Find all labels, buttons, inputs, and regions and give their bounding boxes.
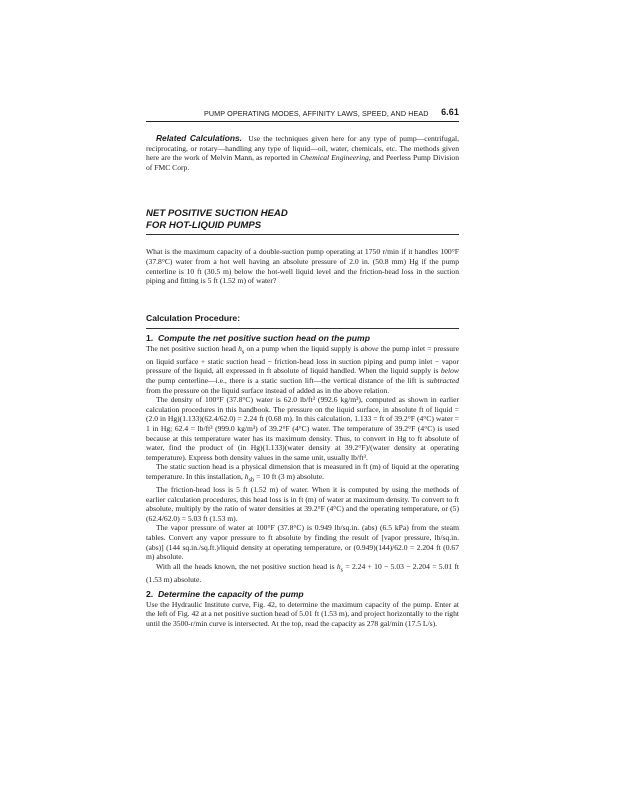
step-1-paragraph-3 <box>146 462 459 485</box>
step-1-paragraph-1 <box>146 344 459 395</box>
section-title-rule <box>146 234 459 235</box>
emphasis-above: above <box>360 343 379 353</box>
step-2-number: 2. <box>146 588 154 599</box>
text-run: the pump inlet = pressure on liquid surface + static suction head − friction-head loss in suction piping and pump inlet − vapor pressure of the liquid, all expressed in ft absolute of liquid handled. When the liquid supply is <box>146 343 459 376</box>
text-run: The static suction head is a physical dimension that is measured in ft (m) of liquid at the operating temperature. In this installation, <box>146 462 459 481</box>
page-body <box>146 134 459 628</box>
text-run: The net positive suction head <box>146 343 239 353</box>
step-1-title: Compute the net positive suction head on the pump <box>157 332 370 343</box>
step-2-paragraph-1: Use the Hydraulic Institute curve, Fig. 42, to determine the maximum capacity of the pump. Enter at the left of Fig. 42 at a net positive suction head of 5.01 ft (1.53 m), and project horizontally to the right until the 3500-r/min curve is intersected. At the top, read the capacity as 278 gal/min (17.5 L/s). <box>146 599 459 628</box>
step-1-paragraph-4: The friction-head loss is 5 ft (1.52 m) of water. When it is computed by using the methods of earlier calculation procedures, this head loss is in ft (m) of water at maximum density. To convert to ft absolute, multiply by the ratio of water densities at 39.2°F (4°C) and the operating temperature, or (5)(62.4/62.0) = 5.03 ft (1.53 m). <box>146 485 459 523</box>
related-text-before: Use the techniques given here for any type of pump—centrifugal, reciprocating, or rotary—handling any type of liquid—oil, water, chemicals, etc. The methods given here are the work of Melvin Mann, as reported in <box>146 134 460 163</box>
symbol-h: h <box>244 471 249 481</box>
page-number: 6.61 <box>441 107 459 117</box>
calculation-procedure-heading: Calculation Procedure: <box>146 312 241 323</box>
symbol-subscript: sb <box>248 476 255 484</box>
step-1-number: 1. <box>146 332 154 343</box>
section-title-line-1: NET POSITIVE SUCTION HEAD <box>146 208 288 220</box>
text-run: With all the heads known, the net positive suction head is <box>156 561 337 571</box>
text-run: = 2.24 + 10 − 5.03 − 2.204 = 5.01 ft (1.53 m) absolute. <box>146 561 459 584</box>
step-2-heading <box>146 589 459 600</box>
text-run: on a pump when the liquid supply is <box>244 343 361 353</box>
step-1-paragraph-5: The vapor pressure of water at 100°F (37.8°C) is 0.949 lb/sq.in. (abs) (6.5 kPa) from the steam tables. Convert any vapor pressure to ft absolute by finding the result of [vapor pressure, lb/sq.in. (abs)] (144 sq.in./sq.ft.)/liquid density at operating temperature, or (0.949)(144)/62.0 = 2.204 ft (0.67 m) absolute. <box>146 523 459 562</box>
related-calculations-heading: Related Calculations. <box>156 133 242 143</box>
text-run: the pump centerline—i.e., there is a static suction lift—the vertical distance of the lift is <box>146 376 427 386</box>
text-run: = 10 ft (3 m) absolute. <box>254 471 325 481</box>
step-1-heading <box>146 333 459 344</box>
running-head <box>146 107 459 119</box>
symbol-subscript: s <box>241 348 245 356</box>
symbol-h: h <box>336 561 341 571</box>
step-1-paragraph-2: The density of 100°F (37.8°C) water is 62.0 lb/ft³ (992.6 kg/m³), computed as shown in earlier calculation procedures in this handbook. The pressure on the liquid surface, in absolute ft of liquid = (2.0 in Hg)(1.133)(62.4/62.0) = 2.24 ft (0.68 m). In this calculation, 1.133 = ft of 39.2°F (4°C) water = 1 in Hg; 62.4 = lb/ft³ (999.0 kg/m³) of 39.2°F (4°C) water. The temperature of 39.2°F (4°C) is used because at this temperature water has its maximum density. Thus, to convert in Hg to ft absolute of water, find the product of (in Hg)(1.133)(water density at 39.2°F)/(water density at operating temperature). Express both density values in the same unit, usually lb/ft³. <box>146 395 459 462</box>
symbol-subscript: s <box>340 566 344 574</box>
symbol-h: h <box>238 343 242 353</box>
section-title-line-2: FOR HOT-LIQUID PUMPS <box>146 219 262 231</box>
emphasis-subtracted: subtracted <box>426 376 459 386</box>
text-run: from the pressure on the liquid surface instead of added as in the above relation. <box>146 385 390 395</box>
related-text-after: and Peerless Pump Division of FMC Corp. <box>146 153 459 172</box>
journal-name: Chemical Engineering, <box>300 153 371 163</box>
running-head-title: PUMP OPERATING MODES, AFFINITY LAWS, SPEED, AND HEAD <box>204 109 429 118</box>
related-calculations-paragraph <box>146 134 459 172</box>
step-1-paragraph-6 <box>146 562 459 585</box>
problem-statement: What is the maximum capacity of a double-suction pump operating at 1750 r/min if it handles 100°F (37.8°C) water from a hot well having an absolute pressure of 2.0 in. (50.8 mm) Hg if the pump centerline is 10 ft (30.5 m) below the hot-well liquid level and the friction-head loss in the suction piping and fitting is 5 ft (1.52 m) of water? <box>146 247 459 286</box>
calculation-procedure-rule <box>146 328 459 329</box>
section-title <box>146 208 459 231</box>
step-2-title: Determine the capacity of the pump <box>157 588 304 599</box>
running-head-rule <box>146 121 459 122</box>
emphasis-below: below <box>440 366 459 376</box>
